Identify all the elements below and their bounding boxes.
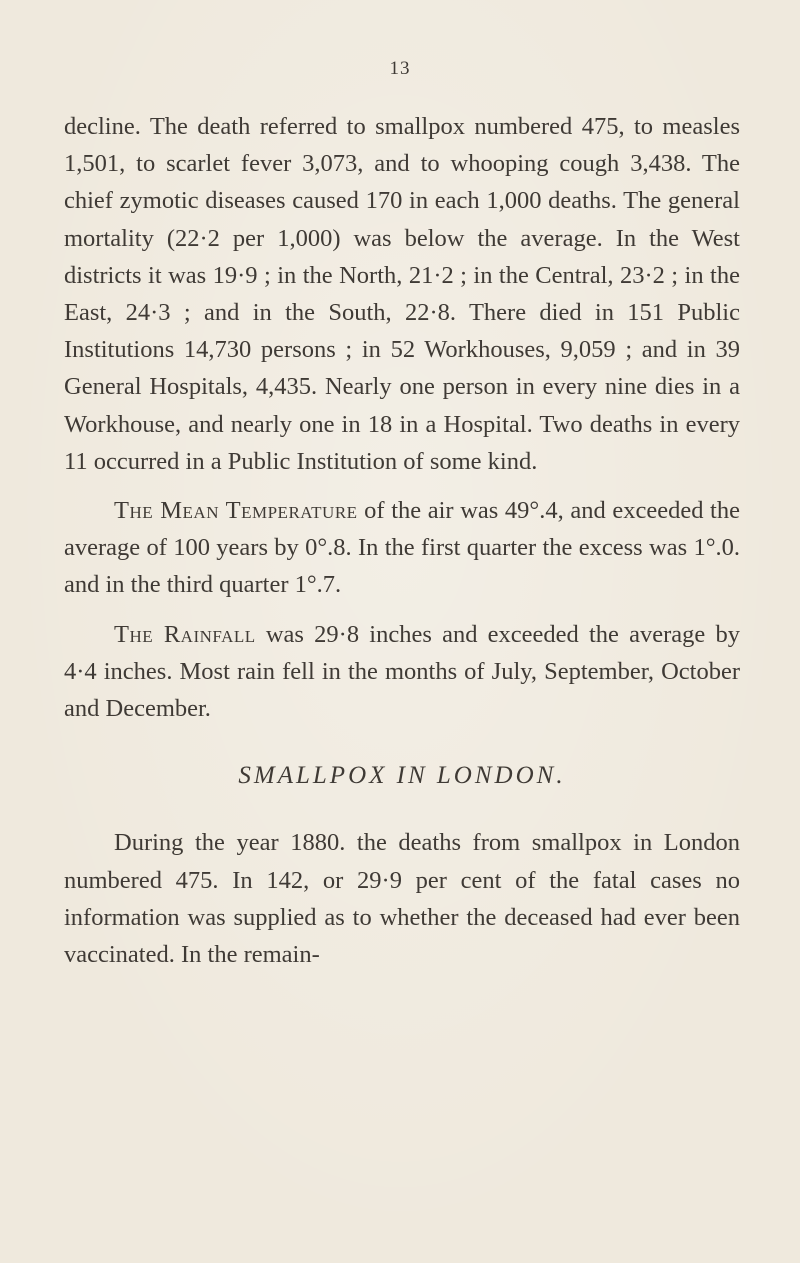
body-text (64, 108, 740, 973)
paragraph-smallpox: During the year 1880. the deaths from smallpox in London numbered 475. In 142, or 29·9 per cent of the fatal cases no information was supplied as to whether the deceased had ever been vaccinated. In the remain- (64, 829, 740, 969)
section-heading: SMALLPOX IN LONDON. (238, 762, 566, 790)
page-number: 13 (389, 58, 411, 79)
paragraph-mortality: decline. The death referred to smallpox numbered 475, to measles 1,501, to scarlet fever 3,073, and to whooping cough 3,438. The chief zymotic diseases caused 170 in each 1,000 deaths. The general mortality (22·2 per 1,000) was below the average. In the West districts it was 19·9 ; in the North, 21·2 ; in the Central, 23·2 ; in the East, 24·3 ; and in the South, 22·8. There died in 151 Public Institutions 14,730 persons ; in 52 Workhouses, 9,059 ; and in 39 General Hospitals, 4,435. Nearly one person in every nine dies in a Workhouse, and nearly one in 18 in a Hospital. Two deaths in every 11 occurred in a Public Institution of some kind. (64, 113, 740, 475)
temperature-text: of the air was 49°.4, and exceeded the average of 100 years by 0°.8. In the first quarter the excess was 1°.0. and in the third quarter 1°.7. (64, 497, 740, 599)
rainfall-lead: The Rainfall (114, 620, 256, 648)
paragraph-temperature (64, 492, 740, 604)
paragraph-rainfall (64, 616, 740, 728)
temperature-lead: The Mean Temperature (114, 497, 358, 525)
rainfall-text: was 29·8 inches and exceeded the average by 4·4 inches. Most rain fell in the months of July, September, October and December. (64, 620, 741, 723)
